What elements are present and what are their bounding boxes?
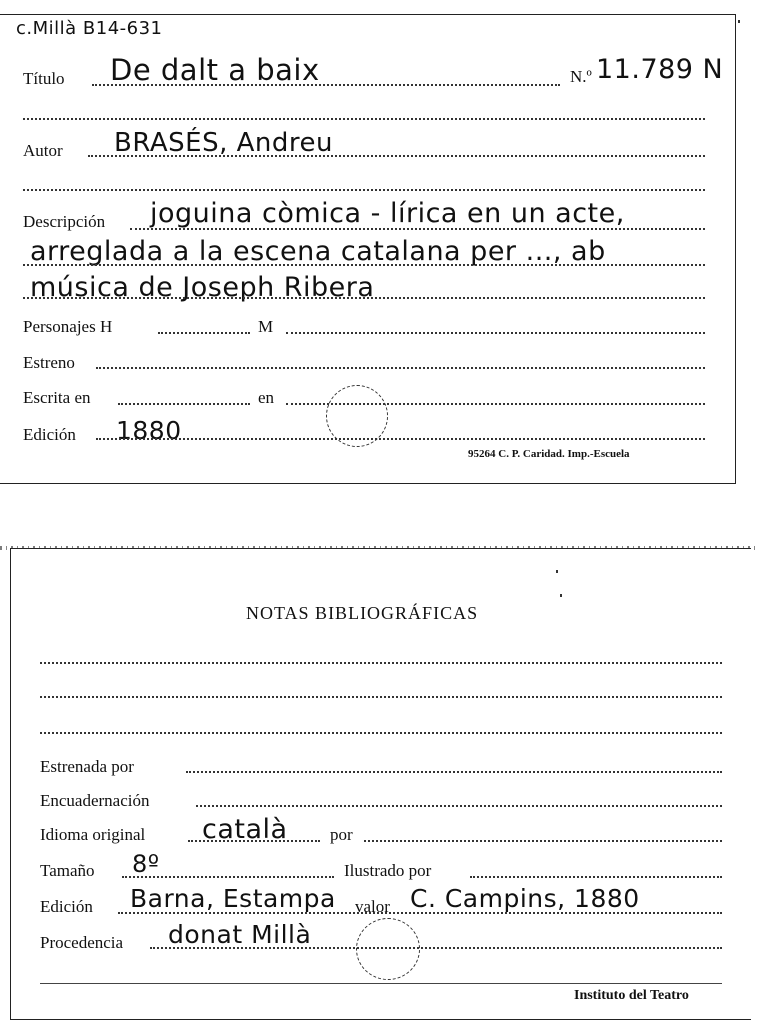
idioma-value: català (202, 814, 288, 845)
reference-handwritten: c.Millà B14-631 (16, 18, 163, 39)
encuadernacion-dotted-line (196, 805, 722, 807)
escrita-label: Escrita en (23, 388, 91, 407)
scan-speck (560, 594, 562, 597)
ilustrado-dotted-line (470, 876, 722, 878)
edicion2-dotted-line (118, 912, 722, 914)
escrita-dotted-line-1 (118, 403, 250, 405)
escrita-en-label: en (258, 388, 275, 407)
descripcion-dotted-line-2 (23, 264, 705, 266)
notas-heading: NOTAS BIBLIOGRÁFICAS (246, 603, 479, 623)
descripcion-line-1: joguina còmica - lírica en un acte, (150, 198, 625, 229)
autor-dotted-line (88, 155, 705, 157)
idioma-label: Idioma original (40, 825, 146, 844)
tamano-dotted-line (122, 876, 334, 878)
numero-value: 11.789 N (596, 54, 724, 85)
notas-line-1 (40, 662, 722, 664)
idioma-dotted-line (188, 840, 320, 842)
descripcion-line-2: arreglada a la escena catalana per ..., ab (30, 236, 606, 267)
edicion2-value-2: C. Campins, 1880 (410, 884, 640, 913)
descripcion-dotted-line-1 (130, 228, 705, 230)
bottom-rule (40, 983, 722, 984)
personajes-h-dotted-line (158, 332, 250, 334)
estreno-label: Estreno (23, 353, 75, 372)
imprint-text: 95264 C. P. Caridad. Imp.-Escuela (468, 448, 630, 460)
descripcion-dotted-line-3 (23, 297, 705, 299)
blank-line (23, 118, 705, 120)
titulo-dotted-line (92, 84, 560, 86)
numero-label: N.º (570, 67, 592, 86)
tamano-value: 8º (132, 850, 160, 878)
tamano-label: Tamaño (40, 861, 95, 880)
edicion-dotted-line (96, 438, 705, 440)
scan-speck (556, 570, 558, 573)
descripcion-label: Descripción (23, 212, 106, 231)
autor-value: BRASÉS, Andreu (114, 128, 333, 158)
edicion-value: 1880 (116, 416, 182, 445)
encuadernacion-label: Encuadernación (40, 791, 150, 810)
estrenada-label: Estrenada por (40, 757, 134, 776)
autor-label: Autor (23, 141, 63, 160)
blind-stamp-2 (356, 918, 420, 980)
ilustrado-label: Ilustrado por (344, 861, 432, 880)
scan-speck (738, 20, 740, 23)
blank-line (23, 189, 705, 191)
edicion-label: Edición (23, 425, 76, 444)
titulo-label: Título (23, 69, 65, 88)
institution-footer: Instituto del Teatro (574, 988, 689, 1003)
notas-line-2 (40, 696, 722, 698)
personajes-m-dotted-line (286, 332, 705, 334)
procedencia-dotted-line (150, 947, 722, 949)
edicion2-value: Barna, Estampa (130, 884, 336, 913)
descripcion-line-3: música de Joseph Ribera (30, 272, 375, 303)
estrenada-dotted-line (186, 771, 722, 773)
valor-label: valor (355, 897, 390, 916)
procedencia-value: donat Millà (168, 920, 312, 949)
personajes-label: Personajes H (23, 317, 113, 336)
idioma-por-dotted-line (364, 840, 722, 842)
edicion2-label: Edición (40, 897, 93, 916)
estreno-dotted-line (96, 367, 705, 369)
procedencia-label: Procedencia (40, 933, 124, 952)
blind-stamp (326, 385, 388, 447)
personajes-m-label: M (258, 317, 274, 336)
titulo-value: De dalt a baix (110, 53, 320, 87)
notas-line-3 (40, 732, 722, 734)
idioma-por-label: por (330, 825, 353, 844)
